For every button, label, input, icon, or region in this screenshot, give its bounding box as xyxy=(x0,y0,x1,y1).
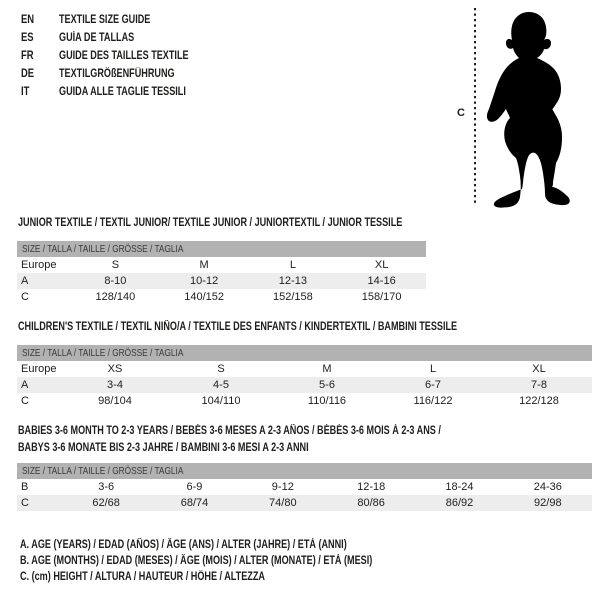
age-cell: 12-18 xyxy=(357,481,386,493)
size-cell: S xyxy=(217,363,225,375)
height-marker-label: C xyxy=(457,107,465,119)
age-cell: 18-24 xyxy=(445,481,474,493)
table-row-age-years xyxy=(17,377,592,393)
height-cell: 152/158 xyxy=(272,291,313,303)
language-row-es xyxy=(21,29,223,47)
size-header-bar xyxy=(17,345,592,361)
age-cell: 14-16 xyxy=(367,275,396,287)
age-cell: 10-12 xyxy=(190,275,219,287)
height-cell: 74/80 xyxy=(269,497,297,509)
age-cell: 24-36 xyxy=(533,481,562,493)
row-label: B xyxy=(21,481,29,493)
language-code: FR xyxy=(21,50,34,62)
junior-size-table xyxy=(17,241,426,305)
children-table-title: CHILDREN'S TEXTILE / TEXTIL NIÑO/A / TEXTILE DES ENFANTS / KINDERTEXTIL / BAMBINI TESSILE xyxy=(18,321,458,333)
babies-table-title: BABIES 3-6 MONTH TO 2-3 YEARS / BEBÉS 3-6 MESES A 2-3 AÑOS / BÉBÉS 3-6 MOIS À 2-3 ANS / BABYS 3-6 MONATE BIS 2-3 JAHRE / BAMBINI 3-6 MESI A 2-3 ANNI xyxy=(18,425,441,454)
table-row-age-months xyxy=(17,479,592,495)
row-label: Europe xyxy=(21,363,57,375)
row-label: C xyxy=(21,395,29,407)
language-title-list xyxy=(21,11,223,101)
language-code: ES xyxy=(21,32,34,44)
language-row-fr xyxy=(21,47,223,65)
size-cell: M xyxy=(322,363,332,375)
height-cell: 122/128 xyxy=(519,395,559,407)
row-label: A xyxy=(21,275,29,287)
baby-silhouette xyxy=(487,12,570,208)
guide-title-fr: GUIDE DES TAILLES TEXTILE xyxy=(59,50,189,62)
age-cell: 3-4 xyxy=(107,379,123,391)
age-cell: 6-7 xyxy=(425,379,441,391)
guide-title-es: GUÍA DE TALLAS xyxy=(59,32,135,44)
age-cell: 12-13 xyxy=(278,275,307,287)
footnote-age-years: A. AGE (YEARS) / EDAD (AÑOS) / ÂGE (ANS) / ALTER (JAHRE) / ETÀ (ANNI) xyxy=(20,539,347,551)
guide-title-de: TEXTILGRÖßENFÜHRUNG xyxy=(59,68,175,80)
age-cell: 4-5 xyxy=(213,379,229,391)
age-cell: 7-8 xyxy=(531,379,547,391)
height-cell: 128/140 xyxy=(95,291,136,303)
junior-table-title: JUNIOR TEXTILE / TEXTIL JUNIOR/ TEXTILE JUNIOR / JUNIORTEXTIL / JUNIOR TESSILE xyxy=(18,217,403,229)
height-cell: 116/122 xyxy=(413,395,453,407)
size-cell: S xyxy=(111,259,120,271)
size-cell: M xyxy=(199,259,209,271)
language-code: EN xyxy=(21,14,35,26)
age-cell: 8-10 xyxy=(104,275,127,287)
age-cell: 3-6 xyxy=(98,481,115,493)
height-cell: 68/74 xyxy=(180,497,209,509)
babies-size-table xyxy=(17,463,592,511)
size-header-label: SIZE / TALLA / TAILLE / GRÖSSE / TAGLIA xyxy=(22,243,184,255)
size-header-bar xyxy=(17,463,592,479)
size-cell: L xyxy=(289,259,296,271)
size-cell: L xyxy=(429,363,437,375)
guide-title-it: GUIDA ALLE TAGLIE TESSILI xyxy=(59,86,186,98)
size-header-label: SIZE / TALLA / TAILLE / GRÖSSE / TAGLIA xyxy=(22,347,184,359)
height-cell: 140/152 xyxy=(184,291,224,303)
size-cell: XL xyxy=(532,363,546,375)
row-label: C xyxy=(21,497,29,509)
height-cell: 104/110 xyxy=(201,395,241,407)
table-row-height-cm xyxy=(17,393,592,409)
table-row-height-cm xyxy=(17,289,426,305)
height-cell: 158/170 xyxy=(361,291,402,303)
table-row-age-years xyxy=(17,273,426,289)
size-header-label: SIZE / TALLA / TAILLE / GRÖSSE / TAGLIA xyxy=(22,465,184,477)
table-row-height-cm xyxy=(17,495,592,511)
height-cell: 92/98 xyxy=(534,497,562,509)
age-cell: 5-6 xyxy=(319,379,335,391)
height-cell: 98/104 xyxy=(98,395,132,407)
language-row-it xyxy=(21,83,223,101)
language-code: IT xyxy=(21,86,30,98)
size-cell: XL xyxy=(374,259,389,271)
size-cell: XS xyxy=(107,363,123,375)
language-row-en xyxy=(21,11,223,29)
row-label: C xyxy=(21,291,29,303)
footnote-age-months: B. AGE (MONTHS) / EDAD (MESES) / ÂGE (MOIS) / ALTER (MONATE) / ETÀ (MESI) xyxy=(20,555,373,567)
guide-title-en: TEXTILE SIZE GUIDE xyxy=(59,14,151,26)
height-cell: 110/116 xyxy=(307,395,347,407)
footnotes xyxy=(20,537,466,585)
footnote-height: C. (cm) HEIGHT / ALTURA / HAUTEUR / HÖHE / ALTEZZA xyxy=(20,571,265,583)
age-cell: 6-9 xyxy=(186,481,203,493)
language-row-de xyxy=(21,65,223,83)
baby-silhouette-figure xyxy=(448,4,592,212)
height-cell: 86/92 xyxy=(445,497,474,509)
size-header-bar xyxy=(17,241,426,257)
table-row-europe xyxy=(17,257,426,273)
height-cell: 80/86 xyxy=(357,497,385,509)
children-size-table xyxy=(17,345,592,409)
row-label: Europe xyxy=(21,259,57,271)
age-cell: 9-12 xyxy=(271,481,294,493)
row-label: A xyxy=(21,379,29,391)
height-cell: 62/68 xyxy=(92,497,120,509)
table-row-europe xyxy=(17,361,592,377)
language-code: DE xyxy=(21,68,35,80)
